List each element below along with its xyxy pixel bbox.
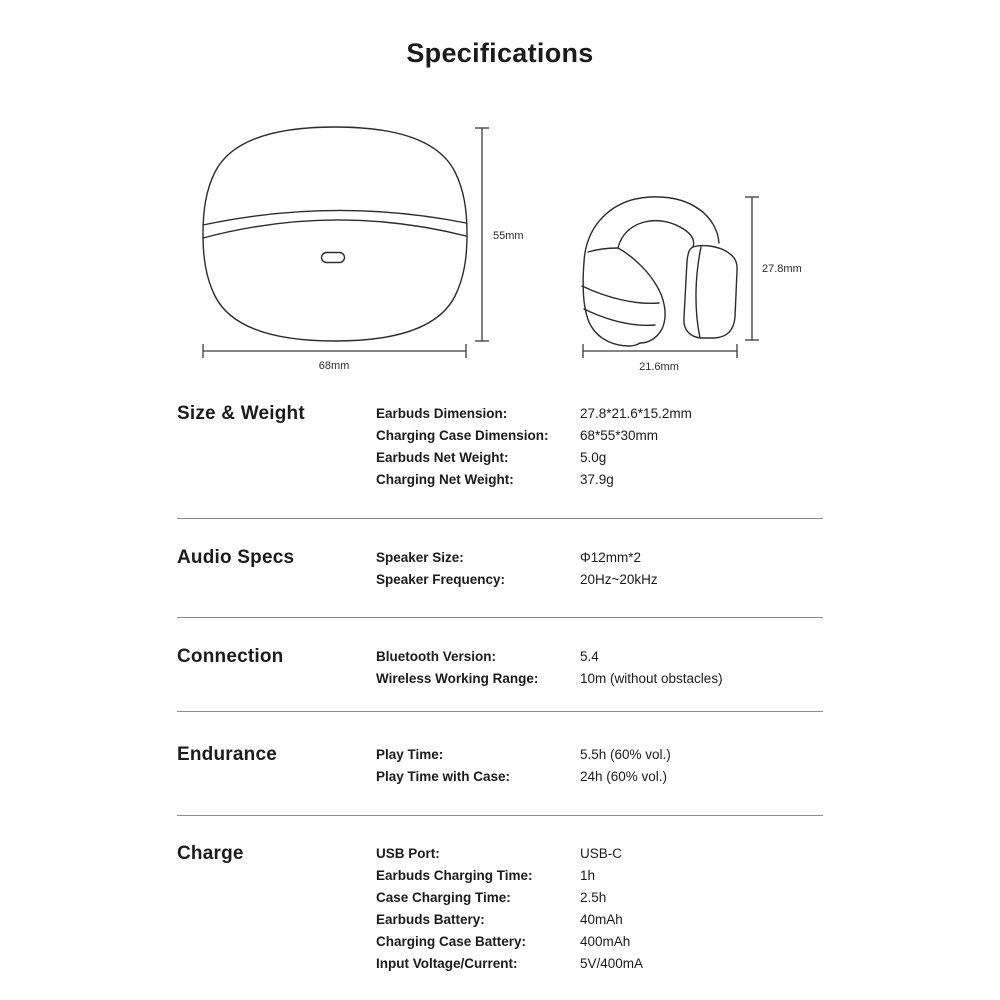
spec-row	[376, 744, 823, 766]
earbud-hook-end-seam	[588, 248, 618, 252]
spec-label: USB Port:	[376, 846, 440, 861]
section-title: Connection	[177, 646, 284, 667]
earbud-pod-outline	[684, 246, 737, 338]
spec-value: 5V/400mA	[580, 956, 644, 971]
section-title: Endurance	[177, 744, 277, 765]
spec-value: USB-C	[580, 846, 623, 861]
spec-label: Earbuds Battery:	[376, 912, 485, 927]
spec-label: Bluetooth Version:	[376, 649, 497, 664]
section-title: Audio Specs	[177, 547, 295, 568]
spec-row	[376, 425, 823, 447]
earbud-width-label: 21.6mm	[639, 361, 679, 373]
earbud-width-dimension	[583, 344, 737, 373]
spec-table	[177, 403, 823, 975]
charging-case-drawing	[203, 127, 467, 341]
spec-label: Play Time with Case:	[376, 769, 511, 784]
spec-row	[376, 547, 823, 569]
spec-label: Speaker Frequency:	[376, 572, 506, 587]
spec-label: Input Voltage/Current:	[376, 956, 518, 971]
earbud-hook-outer	[584, 197, 719, 262]
case-height-label: 55mm	[493, 230, 524, 242]
spec-value: 5.4	[580, 649, 599, 664]
spec-section	[177, 711, 823, 815]
spec-section	[177, 617, 823, 711]
spec-value: 40mAh	[580, 912, 623, 927]
spec-value: 5.0g	[580, 450, 607, 465]
spec-label: Charging Case Dimension:	[376, 428, 549, 443]
spec-section	[177, 518, 823, 617]
section-rows	[376, 547, 823, 591]
earbud-lobe-inner-curve	[618, 248, 665, 343]
section-rows	[376, 744, 823, 788]
spec-section	[177, 403, 823, 518]
spec-row	[376, 668, 823, 690]
spec-value: 1h	[580, 868, 596, 883]
spec-label: Speaker Size:	[376, 550, 464, 565]
earbud-lobe-outer	[583, 262, 640, 346]
case-indicator-slot	[322, 253, 345, 263]
spec-row	[376, 766, 823, 788]
spec-value: Φ12mm*2	[580, 550, 642, 565]
page-title: Specifications	[406, 38, 594, 68]
case-outline	[203, 127, 467, 341]
section-rows	[376, 843, 823, 975]
spec-row	[376, 447, 823, 469]
spec-row	[376, 865, 823, 887]
spec-row	[376, 931, 823, 953]
section-title: Size & Weight	[177, 403, 305, 424]
spec-row	[376, 569, 823, 591]
case-height-dimension	[475, 128, 524, 341]
spec-label: Charging Case Battery:	[376, 934, 527, 949]
case-lid-seam-lower	[203, 220, 466, 238]
spec-row	[376, 909, 823, 931]
case-width-label: 68mm	[318, 360, 350, 372]
spec-value: 24h (60% vol.)	[580, 769, 668, 784]
earbud-drawing	[582, 197, 737, 346]
spec-row	[376, 469, 823, 491]
spec-label: Case Charging Time:	[376, 890, 511, 905]
spec-value: 2.5h	[580, 890, 607, 905]
spec-row	[376, 646, 823, 668]
earbud-height-label: 27.8mm	[762, 263, 802, 275]
earbud-hook-inner	[618, 221, 694, 248]
spec-row	[376, 887, 823, 909]
spec-section	[177, 815, 823, 975]
case-lid-seam-upper	[203, 210, 466, 225]
earbud-lobe-seam-lower	[584, 309, 655, 325]
case-width-dimension	[203, 344, 466, 372]
spec-label: Charging Net Weight:	[376, 472, 514, 487]
spec-label: Play Time:	[376, 747, 444, 762]
spec-value: 5.5h (60% vol.)	[580, 747, 671, 762]
product-diagram	[0, 0, 1000, 400]
section-title: Charge	[177, 843, 244, 864]
earbud-lobe-seam-upper	[582, 286, 659, 303]
spec-label: Earbuds Charging Time:	[376, 868, 533, 883]
spec-label: Wireless Working Range:	[376, 671, 539, 686]
spec-value: 37.9g	[580, 472, 614, 487]
spec-row	[376, 953, 823, 975]
spec-value: 400mAh	[580, 934, 631, 949]
earbud-pod-seam	[696, 247, 701, 338]
spec-row	[376, 843, 823, 865]
spec-row	[376, 403, 823, 425]
section-rows	[376, 646, 823, 690]
earbud-height-dimension	[745, 197, 802, 340]
spec-label: Earbuds Dimension:	[376, 406, 508, 421]
spec-value: 20Hz~20kHz	[580, 572, 658, 587]
section-rows	[376, 403, 823, 491]
spec-value: 27.8*21.6*15.2mm	[580, 406, 692, 421]
spec-label: Earbuds Net Weight:	[376, 450, 509, 465]
spec-value: 10m (without obstacles)	[580, 671, 723, 686]
spec-value: 68*55*30mm	[580, 428, 659, 443]
